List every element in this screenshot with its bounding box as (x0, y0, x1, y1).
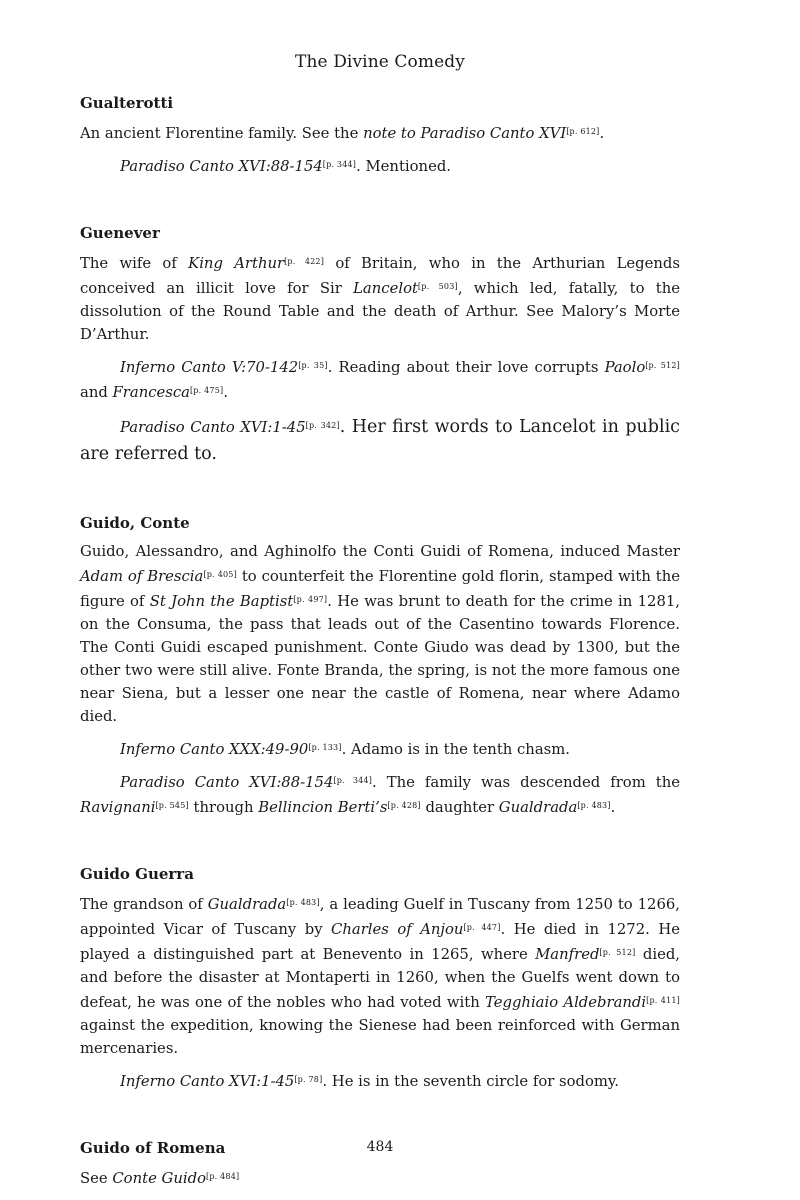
cross-reference-link[interactable]: Ravignani (80, 799, 156, 816)
canto-reference: Inferno Canto V:70-142[p. 35]. Reading about their love corrupts Paolo[p. 512] and Francesca[p. 475]. (80, 359, 680, 401)
canto-link[interactable]: Inferno Canto V:70-142 (120, 359, 299, 376)
entry-guido-guerra (80, 865, 680, 1093)
canto-reference: Inferno Canto XVI:1-45[p. 78]. He is in the seventh circle for sodomy. (120, 1073, 620, 1090)
page-reference[interactable]: [p. 133] (308, 743, 342, 752)
cross-reference-link[interactable]: Gualdrada (498, 799, 578, 816)
entry-heading: Guido, Conte (80, 514, 190, 532)
page-reference[interactable]: [p. 447] (463, 923, 501, 932)
canto-link[interactable]: Paradiso Canto XVI:1-45 (120, 419, 306, 436)
entry-guenever (80, 224, 680, 468)
page-reference[interactable]: [p. 342] (305, 421, 340, 430)
entry-description: The wife of King Arthur[p. 422] of Britain, who in the Arthurian Legends conceived an illicit love for Sir Lancelot[p. 503], which led, fatally, to the dissolution of the Round Table and the death of Arthur. See Malory’s Morte D’Arthur. (80, 255, 680, 343)
entry-heading: Guenever (80, 224, 160, 242)
page-reference[interactable]: [p. 411] (646, 996, 680, 1005)
page-reference[interactable]: [p. 545] (155, 801, 189, 810)
cross-reference-link[interactable]: Manfred (535, 946, 600, 963)
page-reference[interactable]: [p. 422] (284, 257, 325, 266)
running-head: The Divine Comedy (295, 52, 465, 72)
canto-reference: Inferno Canto XXX:49-90[p. 133]. Adamo is in the tenth chasm. (120, 741, 570, 758)
canto-reference: Paradiso Canto XVI:1-45[p. 342]. Her first words to Lancelot in public are referred to. (80, 417, 680, 464)
page-reference[interactable]: [p. 428] (387, 801, 421, 810)
page-reference[interactable]: [p. 483] (577, 801, 611, 810)
cross-reference-link[interactable]: King Arthur (188, 255, 285, 272)
canto-link[interactable]: Paradiso Canto XVI:88-154 (120, 158, 323, 175)
cross-reference-link[interactable]: Bellincion Berti’s (258, 799, 388, 816)
entry-guido-conte (80, 514, 680, 819)
cross-reference-link[interactable]: Charles of Anjou (331, 921, 464, 938)
cross-reference-link[interactable]: Adam of Brescia (80, 568, 204, 585)
page-reference[interactable]: [p. 78] (294, 1075, 323, 1084)
canto-link[interactable]: Inferno Canto XXX:49-90 (120, 741, 309, 758)
entry-description: An ancient Florentine family. See the note to Paradiso Canto XVI[p. 612]. (80, 125, 605, 142)
cross-reference-link[interactable]: note to Paradiso Canto XVI (363, 125, 567, 142)
canto-reference: Paradiso Canto XVI:88-154[p. 344]. The family was descended from the Ravignani[p. 545] through Bellincion Berti’s[p. 428] daughter Gualdrada[p. 483]. (80, 774, 680, 816)
page-number: 484 (366, 1139, 394, 1155)
entry-description: See Conte Guido[p. 484] (80, 1170, 240, 1187)
cross-reference-link[interactable]: St John the Baptist (149, 593, 294, 610)
canto-link[interactable]: Inferno Canto XVI:1-45 (120, 1073, 295, 1090)
cross-reference-link[interactable]: Tegghiaio Aldebrandi (485, 994, 647, 1011)
page-reference[interactable]: [p. 512] (599, 948, 636, 957)
page-reference[interactable]: [p. 35] (298, 361, 328, 370)
entry-gualterotti (80, 94, 680, 178)
canto-link[interactable]: Paradiso Canto XVI:88-154 (120, 774, 334, 791)
entry-heading: Guido Guerra (80, 865, 194, 883)
cross-reference-link[interactable]: Francesca (112, 384, 190, 401)
page-body (80, 52, 680, 1198)
page-reference[interactable]: [p. 512] (645, 361, 680, 370)
cross-reference-link[interactable]: Paolo (604, 359, 646, 376)
page-reference[interactable]: [p. 484] (206, 1172, 240, 1181)
entry-description: Guido, Alessandro, and Aghinolfo the Conti Guidi of Romena, induced Master Adam of Brescia[p. 405] to counterfeit the Florentine gold florin, stamped with the figure of St John the Baptist[p. 497]. He was brunt to death for the crime in 1281, on the Consuma, the pass that leads out of the Casentino towards Florence. The Conti Guidi escaped punishment. Conte Giudo was dead by 1300, but the other two were still alive. Fonte Branda, the spring, is not the more famous one near Siena, but a lesser one near the castle of Romena, near where Adamo died. (80, 543, 680, 725)
canto-reference: Paradiso Canto XVI:88-154[p. 344]. Mentioned. (120, 158, 452, 175)
cross-reference-link[interactable]: Conte Guido (112, 1170, 206, 1187)
page-reference[interactable]: [p. 405] (203, 570, 237, 579)
page-reference[interactable]: [p. 483] (286, 898, 320, 907)
page-reference[interactable]: [p. 503] (417, 282, 458, 291)
page-reference[interactable]: [p. 612] (566, 127, 600, 136)
entry-heading: Guido of Romena (80, 1139, 226, 1157)
page-reference[interactable]: [p. 497] (293, 595, 328, 604)
page-reference[interactable]: [p. 344] (322, 160, 357, 169)
page-reference[interactable]: [p. 475] (189, 386, 224, 395)
entry-description: The grandson of Gualdrada[p. 483], a leading Guelf in Tuscany from 1250 to 1266, appointed Vicar of Tuscany by Charles of Anjou[p. 447]. He died in 1272. He played a distinguished part at Benevento in 1265, where Manfred[p. 512] died, and before the disaster at Montaperti in 1260, when the Guelfs went down to defeat, he was one of the nobles who had voted with Tegghiaio Aldebrandi[p. 411] against the expedition, knowing the Sienese had been reinforced with German mercenaries. (80, 896, 681, 1057)
page-reference[interactable]: [p. 344] (333, 776, 373, 785)
entry-heading: Gualterotti (80, 94, 174, 112)
cross-reference-link[interactable]: Gualdrada (207, 896, 287, 913)
cross-reference-link[interactable]: Lancelot (353, 280, 418, 297)
